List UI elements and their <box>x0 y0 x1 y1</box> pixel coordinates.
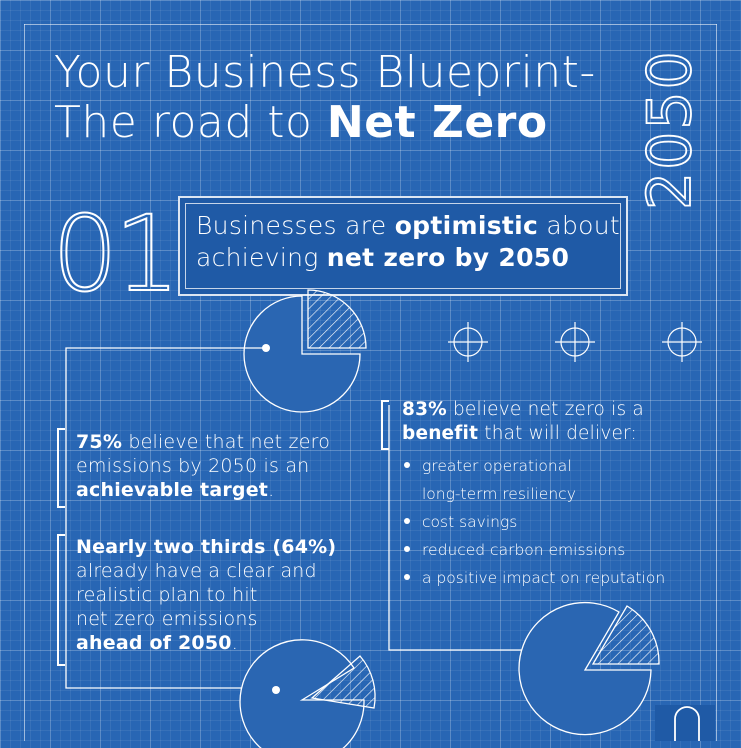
title-line-2-bold: Net Zero <box>326 97 548 148</box>
list-item-text: greater operational <box>422 457 572 475</box>
frame-line-left <box>24 24 25 741</box>
stat2-line5-rest: . <box>231 632 238 654</box>
bullet-dot-icon <box>404 518 410 524</box>
stat3-line1-rest: believe net zero is a <box>446 399 644 420</box>
headline-line-2 <box>196 242 620 274</box>
list-item <box>404 480 665 508</box>
stat2-line-3: realistic plan to hit <box>76 584 258 606</box>
stat3-line-2 <box>402 422 644 446</box>
stat1-line1-rest: believe that net zero <box>122 431 331 453</box>
side-year-graphic <box>635 42 705 212</box>
crosshair-icon <box>662 322 702 362</box>
page-title <box>54 48 596 148</box>
stat3-bracket <box>381 400 389 450</box>
bullet-dot-icon <box>404 462 410 468</box>
headline-part-2: about <box>538 211 621 240</box>
headline-line-1 <box>196 210 620 242</box>
title-line-1: Your Business Blueprint- <box>54 47 596 98</box>
title-line-2 <box>54 98 596 148</box>
side-year-text: 2050 <box>635 49 705 210</box>
headline-part-1: Businesses are <box>196 211 395 240</box>
frame-line-top <box>24 24 717 25</box>
stat3-text <box>402 398 644 446</box>
stat1-bracket <box>57 428 65 508</box>
list-item <box>404 452 665 480</box>
section-number-text: 01 <box>52 193 177 315</box>
stat3-line-1 <box>402 398 644 422</box>
stat1-line-3 <box>76 478 330 502</box>
crosshair-icon <box>448 322 488 362</box>
headline-text <box>196 210 620 274</box>
headline-part-3: achieving <box>196 243 327 272</box>
crosshair-icon <box>555 322 595 362</box>
frame-line-right <box>716 24 717 741</box>
stat1-line-2: emissions by 2050 is an <box>76 455 310 477</box>
stat1-line3-rest: . <box>268 479 275 501</box>
stat2-line1-bold: Nearly two thirds (64%) <box>76 536 337 558</box>
stat1-line-1 <box>76 430 330 454</box>
section-number-graphic <box>52 193 177 315</box>
stat3-bold: 83% <box>402 399 447 420</box>
list-item-text: cost savings <box>422 513 518 531</box>
headline-box <box>178 196 628 296</box>
list-item <box>404 536 665 564</box>
pie-64-percent <box>236 628 386 748</box>
list-item <box>404 564 665 592</box>
corner-digit-graphic <box>655 705 715 741</box>
bullet-dot-icon <box>404 574 410 580</box>
title-line-2-prefix: The road to <box>54 97 327 148</box>
stat2-line-1 <box>76 535 336 559</box>
list-item-text: long-term resiliency <box>422 485 576 503</box>
list-item <box>404 508 665 536</box>
stat3-line2-rest: that will deliver: <box>478 423 637 444</box>
stat3-line2-bold: benefit <box>402 423 479 444</box>
stat2-line-2: already have a clear and <box>76 560 317 582</box>
crosshair-markers <box>440 318 710 368</box>
stat1-line3-bold: achievable target <box>76 479 269 501</box>
headline-bold-2: net zero by 2050 <box>326 243 570 272</box>
connector-dot <box>272 686 280 694</box>
stat2-line5-bold: ahead of 2050 <box>76 632 232 654</box>
stat2-line-4: net zero emissions <box>76 608 258 630</box>
stat1-text <box>76 430 330 502</box>
stat2-bracket <box>57 534 65 666</box>
list-item-text: reduced carbon emissions <box>422 541 626 559</box>
pie-83-percent <box>515 598 665 741</box>
headline-bold-1: optimistic <box>394 211 539 240</box>
benefit-list <box>404 452 665 592</box>
list-item-text: a positive impact on reputation <box>422 569 666 587</box>
pie-hatched-slice <box>308 290 366 348</box>
bullet-dot-icon <box>404 546 410 552</box>
stat1-bold: 75% <box>76 431 123 453</box>
